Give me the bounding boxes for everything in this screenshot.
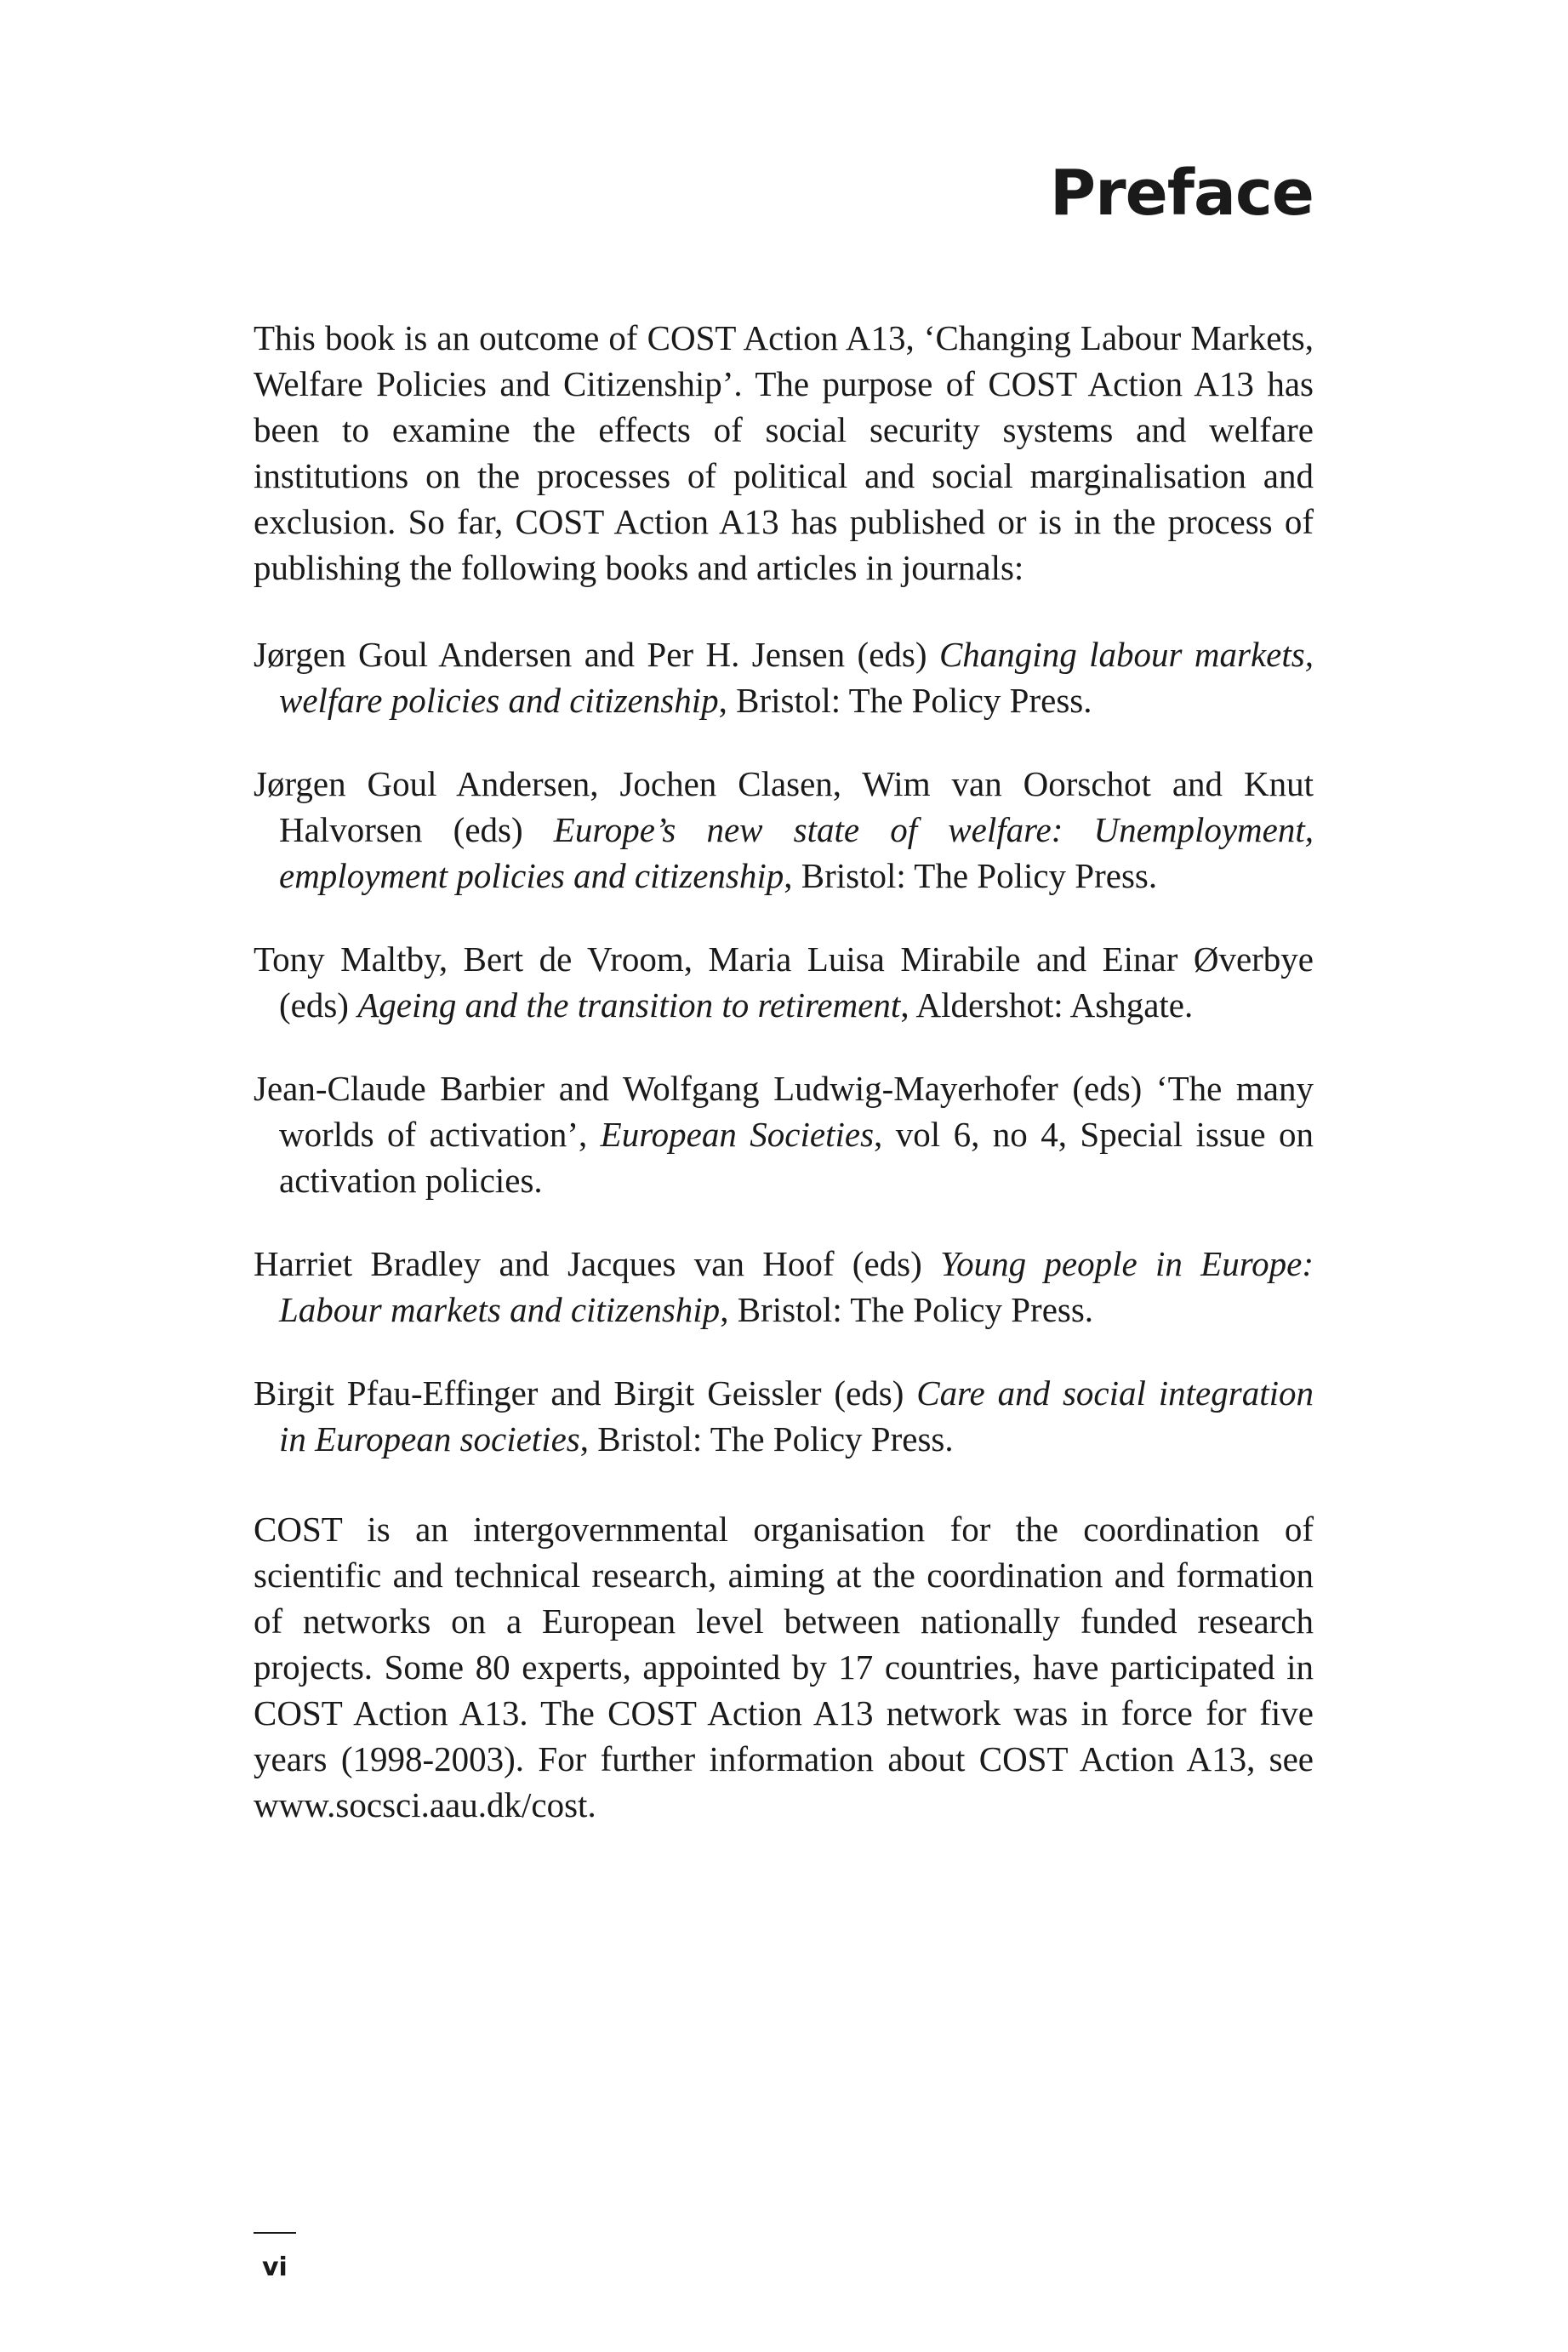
reference-item: [254, 936, 1314, 1028]
reference-authors: Tony Maltby, Bert de Vroom, Maria Luisa Mirabile and Einar Øverbye (eds): [254, 939, 1314, 1025]
reference-title: Ageing and the transition to retirement: [357, 985, 901, 1025]
page-title: Preface: [1049, 157, 1314, 230]
reference-title: Changing labour markets, welfare policies and citizenship: [279, 635, 1314, 720]
reference-publisher: , Bristol: The Policy Press.: [579, 1419, 954, 1459]
reference-authors: Harriet Bradley and Jacques van Hoof (eds): [254, 1244, 941, 1283]
reference-publisher: , Bristol: The Policy Press.: [718, 681, 1092, 720]
reference-title: Care and social integration in European societies: [279, 1373, 1314, 1459]
reference-authors: Birgit Pfau-Effinger and Birgit Geissler (eds): [254, 1373, 917, 1413]
reference-publisher: , Bristol: The Policy Press.: [720, 1290, 1094, 1329]
reference-authors: Jørgen Goul Andersen, Jochen Clasen, Wim van Oorschot and Knut Halvorsen (eds): [254, 764, 1314, 849]
page-body: [254, 315, 1314, 1869]
reference-item: [254, 631, 1314, 723]
reference-publisher: , vol 6, no 4, Special issue on activation policies.: [279, 1115, 1314, 1200]
reference-publisher: , Aldershot: Ashgate.: [900, 985, 1194, 1025]
intro-paragraph: This book is an outcome of COST Action A13, ‘Changing Labour Markets, Welfare Policies and Citizenship’. The purpose of COST Action A13 has been to examine the effects of social security systems and welfare institutions on the processes of political and social marginalisation and exclusion. So far, COST Action A13 has published or is in the process of publishing the following books and articles in journals:: [254, 318, 1314, 587]
page-number: vi: [262, 2252, 288, 2282]
reference-item: [254, 1370, 1314, 1462]
reference-publisher: , Bristol: The Policy Press.: [784, 856, 1158, 895]
reference-title: Europe’s new state of welfare: Unemployment, employment policies and citizenship: [279, 810, 1314, 895]
reference-authors: Jørgen Goul Andersen and Per H. Jensen (eds): [254, 635, 939, 674]
reference-title: Young people in Europe: Labour markets and citizenship: [279, 1244, 1314, 1329]
reference-authors: Jean-Claude Barbier and Wolfgang Ludwig-Mayerhofer (eds) ‘The many worlds of activation’,: [254, 1069, 1314, 1154]
reference-title: European Societies: [600, 1115, 875, 1154]
reference-item: [254, 1065, 1314, 1203]
reference-item: [254, 761, 1314, 899]
reference-item: [254, 1241, 1314, 1333]
closing-paragraph: COST is an intergovernmental organisation for the coordination of scientific and technical research, aiming at the coordination and formation of networks on a European level between nationally funded research projects. Some 80 experts, appointed by 17 countries, have participated in COST Action A13. The COST Action A13 network was in force for five years (1998-2003). For further information about COST Action A13, see www.socsci.aau.dk/cost.: [254, 1510, 1314, 1824]
page: [254, 0, 1314, 2352]
folio-rule: [254, 2232, 296, 2234]
